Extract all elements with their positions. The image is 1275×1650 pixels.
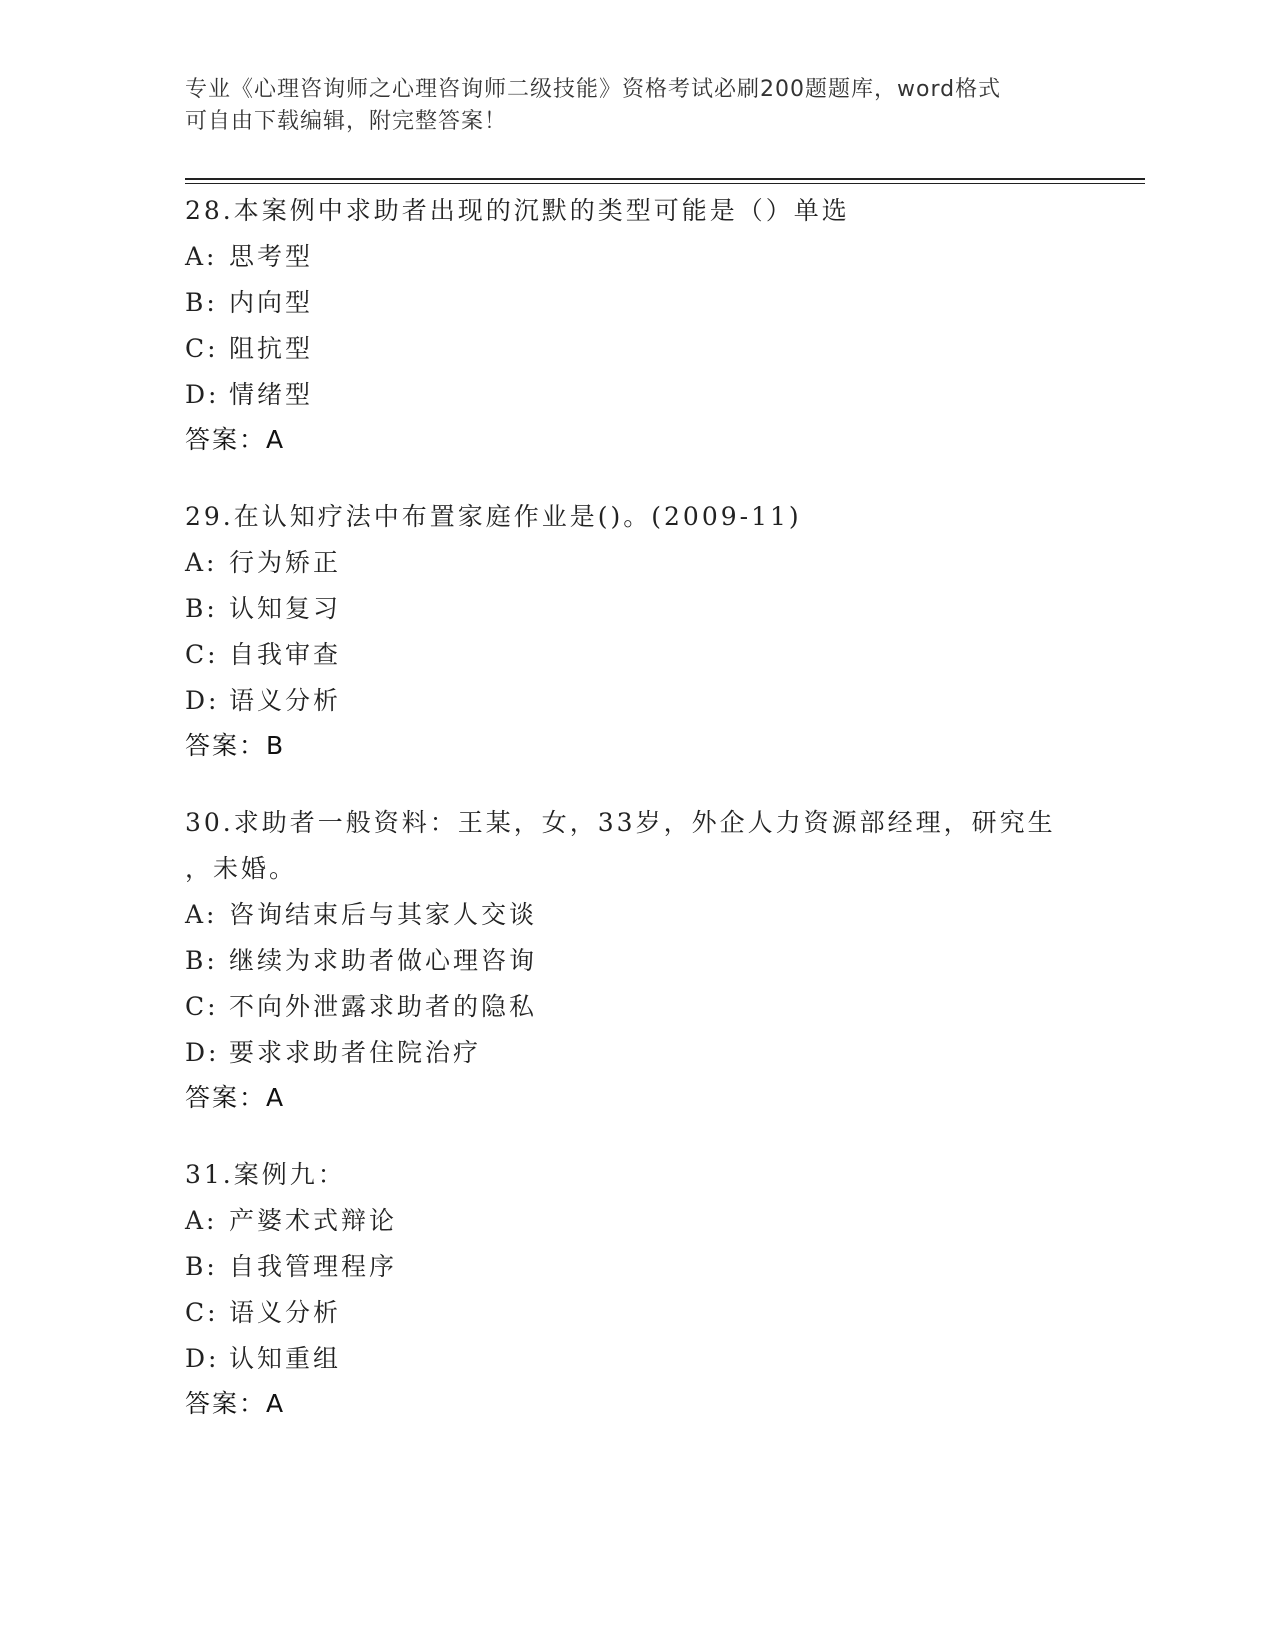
question-stem: 31.案例九： — [185, 1160, 346, 1189]
option-d — [185, 1336, 1085, 1382]
option-letter: B: — [185, 288, 218, 317]
option-letter: A: — [185, 548, 218, 577]
option-text: 内向型 — [229, 288, 314, 317]
option-c — [185, 1290, 1085, 1336]
option-a — [185, 540, 1085, 586]
option-text: 语义分析 — [229, 686, 342, 715]
question-stem: 29.在认知疗法中布置家庭作业是()。(2009-11) — [185, 502, 802, 531]
option-letter: A: — [185, 900, 218, 929]
option-a — [185, 234, 1085, 280]
answer-line — [185, 1076, 1085, 1120]
option-b — [185, 586, 1085, 632]
answer-line — [185, 724, 1085, 768]
option-text: 认知重组 — [229, 1344, 342, 1373]
question-item-31 — [185, 1152, 1085, 1426]
option-text: 自我管理程序 — [229, 1252, 398, 1281]
option-b — [185, 280, 1085, 326]
answer-value: B — [266, 731, 286, 760]
header-divider-thick — [185, 178, 1145, 180]
option-text: 认知复习 — [229, 594, 342, 623]
option-a — [185, 1198, 1085, 1244]
option-letter: A: — [185, 1206, 218, 1235]
header-line-1: 专业《心理咨询师之心理咨询师二级技能》资格考试必刷200题题库，word格式 — [185, 77, 1002, 102]
option-letter: C: — [185, 992, 219, 1021]
answer-value: A — [266, 1083, 286, 1112]
option-d — [185, 1030, 1085, 1076]
answer-label: 答案： — [185, 731, 267, 760]
option-d — [185, 372, 1085, 418]
question-stem-continuation: ，未婚。 — [185, 854, 298, 883]
answer-line — [185, 418, 1085, 462]
option-text: 不向外泄露求助者的隐私 — [229, 992, 538, 1021]
option-d — [185, 678, 1085, 724]
option-b — [185, 1244, 1085, 1290]
question-item-30 — [185, 800, 1085, 1120]
answer-value: A — [266, 1389, 286, 1418]
option-letter: D: — [185, 1038, 220, 1067]
question-item-28 — [185, 188, 1085, 462]
question-list — [185, 188, 1085, 1458]
option-letter: C: — [185, 640, 219, 669]
header-line-2: 可自由下载编辑，附完整答案！ — [185, 109, 508, 134]
option-text: 要求求助者住院治疗 — [229, 1038, 482, 1067]
option-text: 思考型 — [229, 242, 314, 271]
question-item-29 — [185, 494, 1085, 768]
option-text: 语义分析 — [229, 1298, 342, 1327]
header-divider-thin — [185, 183, 1145, 184]
option-letter: D: — [185, 686, 220, 715]
option-c — [185, 984, 1085, 1030]
answer-label: 答案： — [185, 425, 267, 454]
question-stem: 30.求助者一般资料：王某，女，33岁，外企人力资源部经理，研究生 — [185, 808, 1056, 837]
answer-label: 答案： — [185, 1389, 267, 1418]
option-text: 行为矫正 — [229, 548, 342, 577]
option-letter: B: — [185, 1252, 218, 1281]
option-letter: D: — [185, 380, 220, 409]
option-text: 继续为求助者做心理咨询 — [229, 946, 538, 975]
option-letter: C: — [185, 334, 219, 363]
option-a — [185, 892, 1085, 938]
option-b — [185, 938, 1085, 984]
answer-value: A — [266, 425, 286, 454]
document-header — [185, 74, 1085, 138]
option-text: 情绪型 — [229, 380, 314, 409]
option-letter: C: — [185, 1298, 219, 1327]
answer-line — [185, 1382, 1085, 1426]
option-text: 阻抗型 — [229, 334, 314, 363]
option-letter: B: — [185, 946, 218, 975]
option-letter: D: — [185, 1344, 220, 1373]
answer-label: 答案： — [185, 1083, 267, 1112]
question-stem: 28.本案例中求助者出现的沉默的类型可能是（）单选 — [185, 196, 850, 225]
option-letter: B: — [185, 594, 218, 623]
option-text: 自我审查 — [229, 640, 342, 669]
option-text: 咨询结束后与其家人交谈 — [229, 900, 538, 929]
option-c — [185, 632, 1085, 678]
option-c — [185, 326, 1085, 372]
option-letter: A: — [185, 242, 218, 271]
option-text: 产婆术式辩论 — [229, 1206, 398, 1235]
